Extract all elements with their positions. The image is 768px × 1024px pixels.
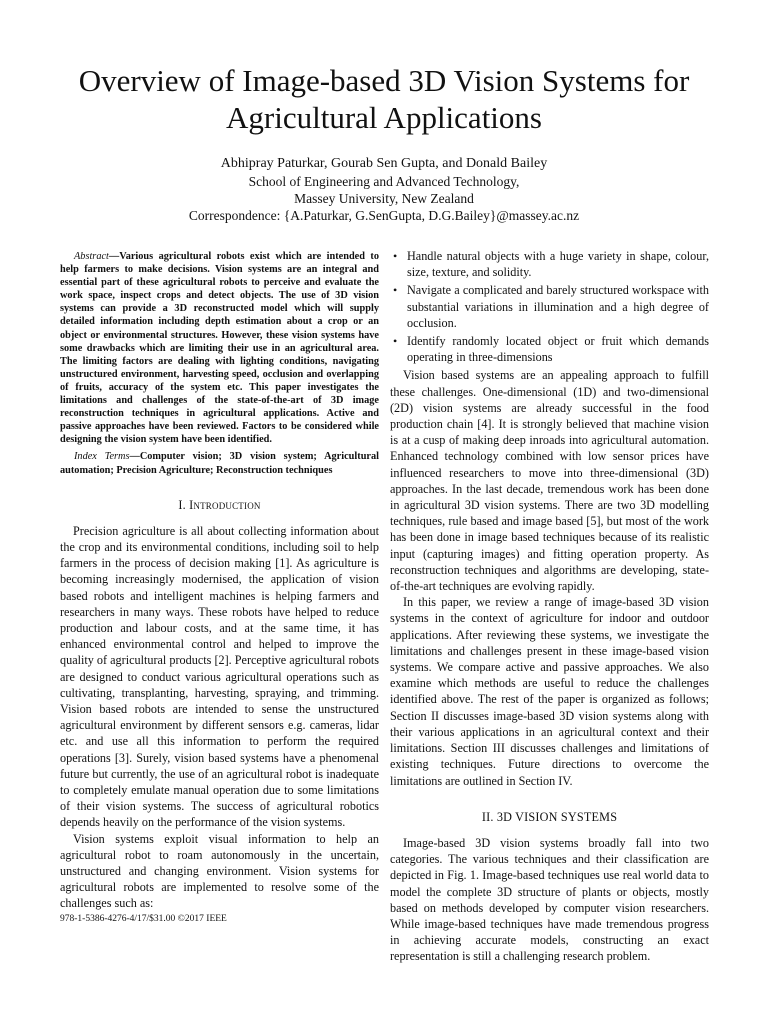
intro-paragraph-2: Vision systems exploit visual information to help an agricultural robot to roam autonomously in the uncertain, unstructured and changing environment. Vision systems for agricultural robots are implemented to resolve some of the challenges such as: [60, 831, 379, 911]
intro-paragraph-4: In this paper, we review a range of image-based 3D vision systems in the context of agriculture for indoor and outdoor applications. After reviewing these systems, we investigate the limitations and challenges present in these image-based vision systems. We compare active and passive approaches. We also examine which methods are useful to reduce the challenges identified above. The rest of the paper is organized as follows; Section II discusses image-based 3D vision systems along with their various applications in an agricultural context and their limitations. Section III discusses challenges and limitations of existing techniques. Future directions to overcome the limitations are outlined in Section IV. [390, 595, 709, 788]
author-names: Abhipray Paturkar, Gourab Sen Gupta, and Donald Bailey [220, 156, 548, 171]
index-terms [60, 450, 379, 476]
index-terms-lead: Index Terms [74, 451, 130, 463]
abstract-text: —Various agricultural robots exist which are intended to help farmers to make decisions. Vision systems are an integral and essential part of these agricultural robots to perceive and evaluate the work space, inspect crops and detect objects. The use of 3D vision systems can provide a 3D reconstructed model which will supply detailed information including depth estimation about a crop or an object or environmental structures. However, these vision systems have some drawbacks which are limiting their use in an agricultural area. The limiting factors are dealing with lighting conditions, navigating unstructured environment, harvesting speed, occlusion and overlapping of fruits, accuracy of the system etc. This paper investigates the limitations and challenges of the state-of-the-art of 3D image reconstruction techniques in agricultural applications. Active and passive approaches have been reviewed. Factors to be considered while designing the vision system have been identified. [60, 251, 379, 446]
right-column [390, 248, 709, 965]
section-1-heading [60, 497, 379, 513]
challenge-list [390, 248, 709, 365]
copyright-footer: 978-1-5386-4276-4/17/$31.00 ©2017 IEEE [60, 914, 227, 924]
section-1-title: Introduction [189, 497, 261, 512]
challenge-item: • Navigate a complicated and barely structured workspace with substantial variations in illumination and a high degree of occlusion. [390, 282, 709, 331]
author-block [40, 155, 728, 224]
index-terms-text: —Computer vision; 3D vision system; Agricultural automation; Precision Agriculture; Reconstruction techniques [60, 451, 379, 476]
intro-paragraph-3: Vision based systems are an appealing approach to fulfill these challenges. One-dimensional (1D) and two-dimensional (2D) vision systems are already successful in the food production chain [4]. It is strongly believed that machine vision is at a cusp of making deep inroads into agricultural automation. Enhanced technology combined with low sensor prices have influenced researchers to move into three-dimensional (3D) approaches. In the last decade, tremendous work has been done in agricultural 3D vision systems. There are two 3D modelling techniques, rule based and image based [5], but most of the work has been done in image based techniques because of its realistic input (capturing images) and fitting operation property. As reconstruction techniques and algorithms are developing, state-of-the-art techniques are evolving rapidly. [390, 368, 709, 594]
section-2-heading: II. 3D VISION SYSTEMS [481, 809, 618, 824]
affiliation-line-1: School of Engineering and Advanced Technology, [248, 174, 520, 189]
left-column [60, 250, 379, 912]
intro-paragraph-1: Precision agriculture is all about collecting information about the crop and its environmental conditions, including soil to help farmers in the process of decision making [1]. As agriculture is becoming increasingly modernised, the application of vision based robots and intelligent machines is helping farmers and researchers in many ways. These robots have helped to reduce production and labour costs, and at the same time, it has enhanced environmental control and helped to improve the quality of agricultural products [2]. Perceptive agricultural robots are designed to conduct various agricultural operations such as cultivating, transplanting, harvesting, spraying, and trimming. Vision based robots are intended to sense the unstructured agricultural environment by different sensors e.g. cameras, lidar etc. and use all this information to perform the required operations [3]. Surely, vision based systems have a phenomenal future but currently, the use of an agricultural robot is inadequate to completely emulate manual operation due to some limitations of their vision systems. The success of agricultural robotics depends heavily on the performance of the vision systems. [60, 523, 379, 830]
challenge-item: • Identify randomly located object or fruit which demands operating in three-dimensions [390, 333, 709, 365]
affiliation-line-2: Massey University, New Zealand [294, 191, 474, 206]
section-1-number: I. [178, 497, 190, 512]
abstract-lead: Abstract [74, 251, 109, 262]
abstract [60, 250, 379, 446]
correspondence-line: Correspondence: {A.Paturkar, G.SenGupta, D.G.Bailey}@massey.ac.nz [188, 208, 580, 223]
paper-title: Overview of Image-based 3D Vision Systems for Agricultural Applications [78, 63, 690, 135]
section-2-paragraph-1: Image-based 3D vision systems broadly fall into two categories. The various techniques and their classification are depicted in Fig. 1. Image-based techniques use real world data to model the complete 3D structure of plants or objects, mostly based on methods developed by computer vision researchers. While image-based techniques have made tremendous progress in achieving accurate models, constructing an exact representation is still a challenging research problem. [390, 835, 709, 964]
challenge-item: • Handle natural objects with a huge variety in shape, colour, size, texture, and solidity. [390, 248, 709, 280]
